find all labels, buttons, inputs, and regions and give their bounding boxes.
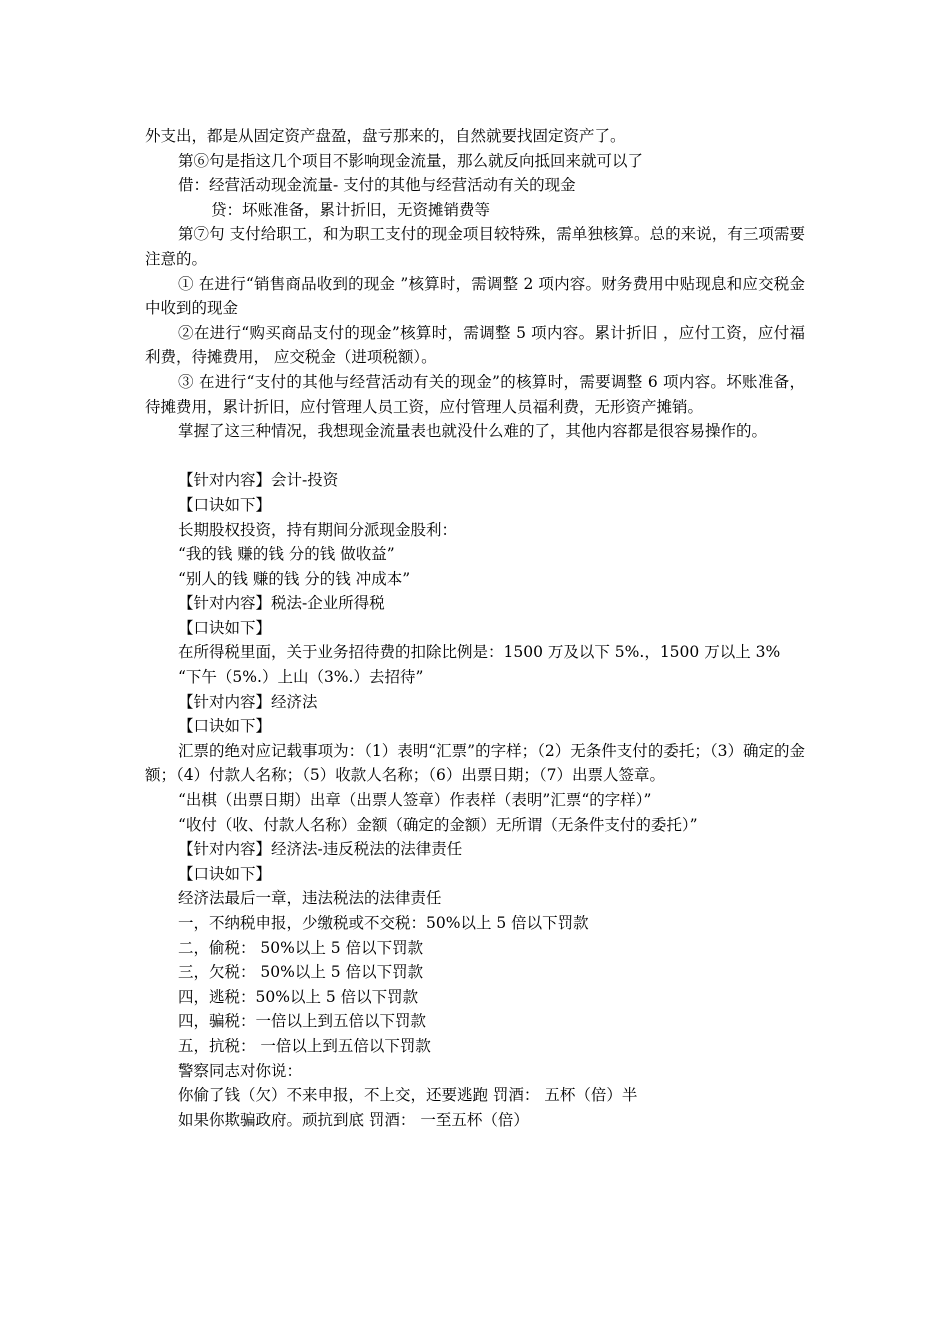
mnemonic-line: 你偷了钱（欠）不来申报，不上交，还要逃跑 罚酒： 五杯（倍）半 <box>178 1086 638 1105</box>
paragraph: 第⑥句是指这几个项目不影响现金流量，那么就反向抵回来就可以了 <box>178 151 644 170</box>
mnemonic-heading: 【口诀如下】 <box>178 717 272 736</box>
document-body <box>145 124 805 1132</box>
mnemonic-line: “收付（收、付款人名称）金额（确定的金额）无所谓（无条件支付的委托）” <box>178 815 698 834</box>
paragraph: 汇票的绝对应记载事项为：（1）表明“汇票”的字样；（2）无条件支付的委托；（3）确定的金额；（4）付款人名称；（5）收款人名称；（6）出票日期；（7）出票人签章。 <box>145 741 805 785</box>
paragraph: 第⑦句 支付给职工，和为职工支付的现金项目较特殊，需单独核算。总的来说，有三项需要注意的。 <box>145 225 805 268</box>
mnemonic-line: “下午（5%.）上山（3%.）去招待” <box>178 668 424 687</box>
list-item: 五，抗税： 一倍以上到五倍以下罚款 <box>178 1036 431 1055</box>
paragraph: 贷：坏账准备，累计折旧，无资摊销费等 <box>211 200 491 219</box>
paragraph: 在所得税里面，关于业务招待费的扣除比例是：1500 万及以下 5%.，1500 万以上 3% <box>178 643 781 662</box>
list-item: 四，骗税：一倍以上到五倍以下罚款 <box>178 1012 427 1031</box>
blank-line <box>145 444 805 469</box>
mnemonic-line: “我的钱 赚的钱 分的钱 做收益” <box>178 545 395 564</box>
section-heading: 【针对内容】经济法 <box>178 692 318 711</box>
paragraph: 长期股权投资，持有期间分派现金股利： <box>178 520 458 539</box>
list-item: 一，不纳税申报，少缴税或不交税：50%以上 5 倍以下罚款 <box>178 914 589 932</box>
paragraph: ① 在进行“销售商品收到的现金 ”核算时，需调整 2 项内容。财务费用中贴现息和应交税金中收到的现金 <box>145 274 805 318</box>
paragraph: 外支出，都是从固定资产盘盈，盘亏那来的，自然就要找固定资产了。 <box>145 127 626 145</box>
mnemonic-heading: 【口诀如下】 <box>178 864 272 883</box>
section-heading: 【针对内容】税法-企业所得税 <box>178 594 385 613</box>
paragraph: 掌握了这三种情况，我想现金流量表也就没什么难的了，其他内容都是很容易操作的。 <box>178 422 768 441</box>
section-heading: 【针对内容】会计-投资 <box>178 471 339 490</box>
mnemonic-line: “别人的钱 赚的钱 分的钱 冲成本” <box>178 569 411 588</box>
paragraph: ③ 在进行“支付的其他与经营活动有关的现金”的核算时，需要调整 6 项内容。坏账准备，待摊费用，累计折旧，应付管理人员工资，应付管理人员福利费，无形资产摊销。 <box>145 372 805 416</box>
mnemonic-heading: 【口诀如下】 <box>178 618 272 637</box>
mnemonic-heading: 【口诀如下】 <box>178 495 272 514</box>
paragraph: ②在进行“购买商品支付的现金”核算时，需调整 5 项内容。累计折旧 ，应付工资，应付福利费，待摊费用， 应交税金（进项税额）。 <box>145 323 805 367</box>
paragraph: 警察同志对你说： <box>178 1061 303 1080</box>
list-item: 三，欠税： 50%以上 5 倍以下罚款 <box>178 963 424 982</box>
section-heading: 【针对内容】经济法-违反税法的法律责任 <box>178 840 463 859</box>
paragraph: 经济法最后一章，违法税法的法律责任 <box>178 889 442 908</box>
list-item: 四，逃税：50%以上 5 倍以下罚款 <box>178 987 419 1006</box>
paragraph: 借：经营活动现金流量- 支付的其他与经营活动有关的现金 <box>178 176 576 195</box>
mnemonic-line: 如果你欺骗政府。顽抗到底 罚酒： 一至五杯（倍） <box>178 1110 529 1129</box>
mnemonic-line: “出棋（出票日期）出章（出票人签章）作表样（表明”汇票“的字样）” <box>178 791 652 810</box>
list-item: 二，偷税： 50%以上 5 倍以下罚款 <box>178 938 424 957</box>
